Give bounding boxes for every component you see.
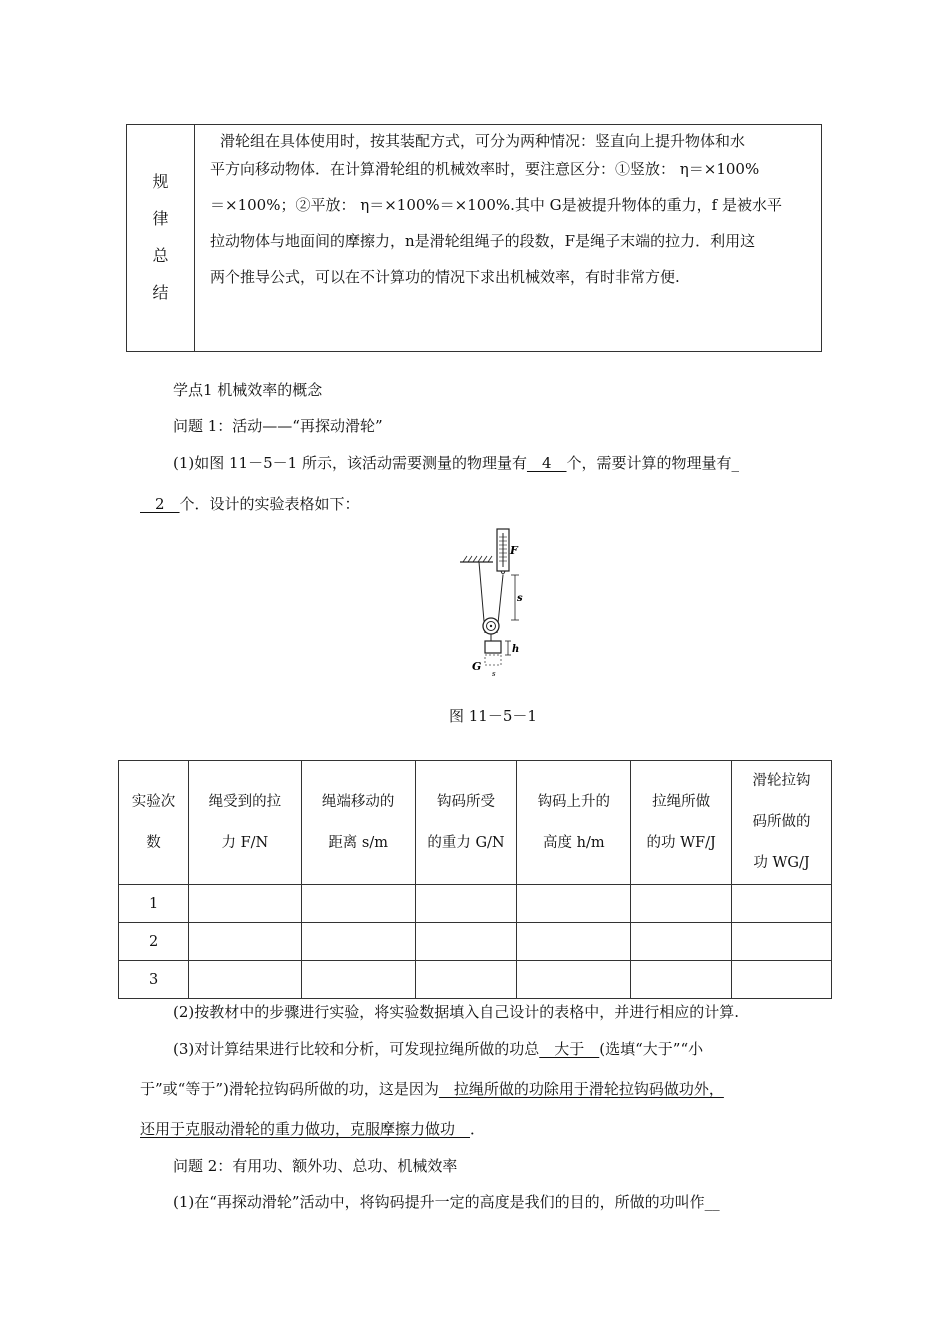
p3-text-b: (选填“大于”“小 xyxy=(599,1040,704,1058)
table-cell xyxy=(415,923,517,961)
p3-answer-greater: 大于 xyxy=(539,1040,600,1058)
q1-text-c: 个．设计的实验表格如下： xyxy=(179,495,360,513)
q1-answer-calculated: 2 xyxy=(140,495,180,513)
table-row xyxy=(119,961,832,999)
pulley-diagram xyxy=(455,525,535,685)
figure-label-G: G xyxy=(472,660,482,673)
table-header-cell: 绳端移动的 距离 s/m xyxy=(301,761,415,885)
table-header-row xyxy=(119,761,832,885)
table-cell xyxy=(415,961,517,999)
figure-label-s: s xyxy=(517,593,523,604)
q1-answer-measured: 4 xyxy=(526,454,567,472)
question-2-paragraph xyxy=(173,1192,720,1212)
q1-text-a: (1)如图 11－5－1 所示，该活动需要测量的物理量有 xyxy=(173,454,527,472)
p3-answer-reason: 拉绳所做的功除用于滑轮拉钩码做功外， xyxy=(438,1080,724,1098)
experiment-table xyxy=(118,760,832,999)
summary-line: 拉动物体与地面间的摩擦力，n是滑轮组绳子的段数，F是绳子末端的拉力．利用这 xyxy=(210,232,756,250)
table-cell xyxy=(301,923,415,961)
summary-line: ＝×100%；②平放： η＝×100%＝×100%.其中 G是被提升物体的重力，f 是被水平 xyxy=(210,196,782,214)
table-cell xyxy=(732,885,832,923)
table-cell xyxy=(301,885,415,923)
step-3-paragraph-end xyxy=(140,1119,485,1139)
p3-text-c: 于”或“等于”)滑轮拉钩码所做的功，这是因为 xyxy=(140,1080,439,1098)
table-cell xyxy=(631,961,732,999)
figure-label-h: h xyxy=(512,644,520,655)
question-1-paragraph xyxy=(173,453,739,473)
table-header-cell: 钩码所受 的重力 G/N xyxy=(415,761,517,885)
figure-label-s-small: s xyxy=(492,670,496,678)
q1-blank: _ xyxy=(731,454,740,472)
table-cell xyxy=(732,961,832,999)
summary-line: 平方向移动物体．在计算滑轮组的机械效率时，要注意区分：①竖放： η＝×100% xyxy=(210,160,760,178)
table-cell-trial: 2 xyxy=(119,923,189,961)
question-1-paragraph-cont xyxy=(140,494,360,514)
summary-label-cell xyxy=(127,125,195,351)
q1-text-b: 个，需要计算的物理量有 xyxy=(566,454,732,472)
section-heading: 学点1 机械效率的概念 xyxy=(173,381,323,399)
table-cell xyxy=(188,885,301,923)
summary-box xyxy=(126,124,822,352)
summary-line: 滑轮组在具体使用时，按其装配方式，可分为两种情况：竖直向上提升物体和水 xyxy=(220,132,746,150)
figure-label-F: F xyxy=(510,544,518,557)
question-2-title: 问题 2：有用功、额外功、总功、机械效率 xyxy=(173,1157,458,1175)
table-row xyxy=(119,885,832,923)
step-3-paragraph xyxy=(173,1039,703,1059)
summary-label-char: 律 xyxy=(152,209,169,228)
p3-text-a: (3)对计算结果进行比较和分析，可发现拉绳所做的功总 xyxy=(173,1040,540,1058)
table-cell xyxy=(517,961,631,999)
q2-blank: __ xyxy=(704,1193,720,1211)
table-header-cell: 钩码上升的 高度 h/m xyxy=(517,761,631,885)
table-header-cell: 绳受到的拉 力 F/N xyxy=(188,761,301,885)
summary-label-char: 规 xyxy=(152,172,169,191)
p3-end: ． xyxy=(470,1120,486,1138)
table-cell xyxy=(188,961,301,999)
table-cell xyxy=(631,885,732,923)
summary-label-char: 结 xyxy=(152,283,169,302)
summary-line: 两个推导公式，可以在不计算功的情况下求出机械效率，有时非常方便. xyxy=(210,268,680,286)
pulley-figure xyxy=(455,525,535,685)
p3-answer-reason-cont: 还用于克服动滑轮的重力做功，克服摩擦力做功 xyxy=(140,1120,471,1138)
table-cell xyxy=(415,885,517,923)
table-header-cell: 实验次 数 xyxy=(119,761,189,885)
summary-content xyxy=(210,131,814,295)
table-cell xyxy=(301,961,415,999)
table-header-cell: 拉绳所做 的功 WF/J xyxy=(631,761,732,885)
question-1-title: 问题 1：活动——“再探动滑轮” xyxy=(173,417,383,435)
table-header-cell: 滑轮拉钩 码所做的 功 WG/J xyxy=(732,761,832,885)
table-cell-trial: 3 xyxy=(119,961,189,999)
step-3-paragraph-cont xyxy=(140,1079,724,1099)
table-cell xyxy=(732,923,832,961)
table-row xyxy=(119,923,832,961)
table-cell xyxy=(517,885,631,923)
table-cell xyxy=(631,923,732,961)
q2-text: (1)在“再探动滑轮”活动中，将钩码提升一定的高度是我们的目的，所做的功叫作 xyxy=(173,1193,705,1211)
table-cell-trial: 1 xyxy=(119,885,189,923)
table-cell xyxy=(188,923,301,961)
table-cell xyxy=(517,923,631,961)
summary-label-char: 总 xyxy=(152,246,169,265)
figure-caption: 图 11－5－1 xyxy=(449,707,537,725)
step-2-paragraph: (2)按教材中的步骤进行实验，将实验数据填入自己设计的表格中，并进行相应的计算. xyxy=(173,1003,740,1021)
